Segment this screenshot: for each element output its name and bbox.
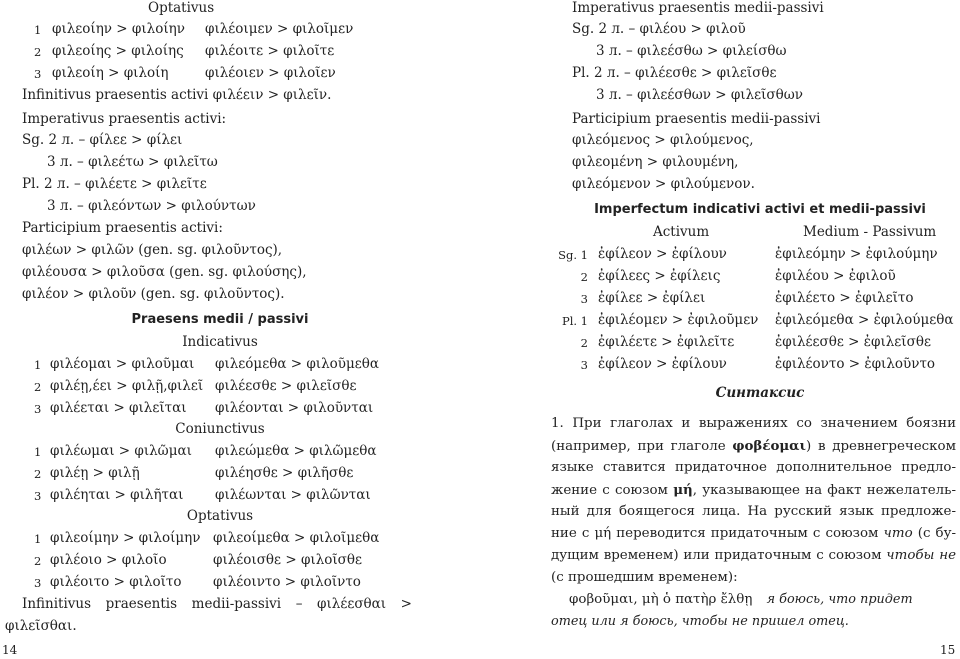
form-line: φιλεόμενον > φιλούμενον. xyxy=(572,176,755,192)
form-active: ἐφίλεον > ἐφίλουν xyxy=(598,356,727,372)
form-line: φιλέουσα > φιλοῦσα (gen. sg. φιλούσης), xyxy=(22,264,307,280)
para-line xyxy=(551,523,956,545)
person-number: 1 xyxy=(34,23,42,37)
form-medium: ἐφιλεόμεθα > ἐφιλούμεθα xyxy=(775,312,954,328)
row-label: Sg. 1 xyxy=(558,248,588,262)
form-line: φιλεόμενος > φιλούμενος, xyxy=(572,132,754,148)
form-singular: φιλέῃ > φιλῇ xyxy=(50,465,140,481)
form-singular: φιλέωμαι > φιλῶμαι xyxy=(50,443,192,459)
row-label: 3 xyxy=(580,358,588,372)
optativus-active-title: Optativus xyxy=(148,0,215,16)
form-plural: φιλεοίμεθα > φιλοῖμεθα xyxy=(213,530,380,546)
form-plural: φιλέοιντο > φιλοῖντο xyxy=(213,574,361,590)
row-label: Pl. 1 xyxy=(561,314,588,328)
person-number: 3 xyxy=(34,576,42,590)
form-plural: φιλέονται > φιλοῦνται xyxy=(215,400,374,416)
text: жение с союзом xyxy=(551,483,674,498)
mood-title: Indicativus xyxy=(182,334,258,350)
form-singular: φιλεοίμην > φιλοίμην xyxy=(50,530,201,546)
form-singular: φιλέοιο > φιλοῖο xyxy=(50,552,167,568)
column-header-active: Activum xyxy=(653,224,710,240)
form-active: ἐφίλεε > ἐφίλει xyxy=(598,290,706,306)
form-line: Sg. 2 л. – φίλεε > φίλει xyxy=(22,132,183,148)
form-singular: φιλέῃ,έει > φιλῇ,φιλεῖ xyxy=(50,378,204,394)
form-plural: φιλέοισθε > φιλοῖσθε xyxy=(213,552,363,568)
section-title: Participium praesentis activi: xyxy=(22,220,223,236)
form-singular: φιλεοίης > φιλοίης xyxy=(52,43,184,59)
form-plural: φιλέοιτε > φιλοῖτε xyxy=(205,43,335,59)
form-plural: φιλέωνται > φιλῶνται xyxy=(215,487,371,503)
infinitivus-mp-line1: Infinitivus praesentis medii-passivi – φιλέεσθαι > xyxy=(22,596,412,612)
page-number-left: 14 xyxy=(2,643,18,657)
form-plural: φιλέοιμεν > φιλοῖμεν xyxy=(205,21,354,37)
form-plural: φιλέοιεν > φιλοῖεν xyxy=(205,65,336,81)
text: ) в древнегреческом xyxy=(805,439,956,454)
form-line: 3 л. – φιλεόντων > φιλούντων xyxy=(47,198,256,214)
person-number: 3 xyxy=(34,489,42,503)
example-line xyxy=(551,589,956,611)
form-active: ἐφίλεον > ἐφίλουν xyxy=(598,246,727,262)
mood-title: Coniunctivus xyxy=(175,421,265,437)
form-medium: ἐφιλέεσθε > ἐφιλεῖσθε xyxy=(775,334,931,350)
person-number: 2 xyxy=(34,554,42,568)
form-line: Pl. 2 л. – φιλέετε > φιλεῖτε xyxy=(22,176,207,192)
form-line: φιλέων > φιλῶν (gen. sg. φιλοῦντος), xyxy=(22,242,283,258)
form-singular: φιλέομαι > φιλοῦμαι xyxy=(50,356,195,372)
form-line: Sg. 2 л. – φιλέου > φιλοῦ xyxy=(572,21,746,37)
person-number: 3 xyxy=(34,402,42,416)
form-medium: ἐφιλεόμην > ἐφιλούμην xyxy=(775,246,938,262)
row-label: 3 xyxy=(580,292,588,306)
person-number: 3 xyxy=(34,67,42,81)
person-number: 1 xyxy=(34,532,42,546)
text: , указывающее на факт нежелатель- xyxy=(692,483,956,498)
row-label: 2 xyxy=(580,270,588,284)
person-number: 2 xyxy=(34,467,42,481)
form-plural: φιλεόμεθα > φιλοῦμεθα xyxy=(215,356,379,372)
section-title: Imperativus praesentis medii-passivi xyxy=(572,0,824,16)
form-singular: φιλεοίην > φιλοίην xyxy=(52,21,185,37)
form-singular: φιλέοιτο > φιλοῖτο xyxy=(50,574,182,590)
person-number: 1 xyxy=(34,445,42,459)
form-medium: ἐφιλέοντο > ἐφιλοῦντο xyxy=(775,356,936,372)
para-line xyxy=(551,545,956,567)
person-number: 2 xyxy=(34,45,42,59)
text: ние с μή переводится придаточным с союзом xyxy=(551,526,884,541)
form-medium: ἐφιλέετο > ἐφιλεῖτο xyxy=(775,290,914,306)
form-line: φιλεομένη > φιλουμένη, xyxy=(572,154,739,170)
form-line: 3 л. – φιλεέτω > φιλεῖτω xyxy=(47,154,218,170)
form-singular: φιλέεται > φιλεῖται xyxy=(50,400,187,416)
form-singular: φιλεοίη > φιλοίη xyxy=(52,65,169,81)
form-active: ἐφιλέομεν > ἐφιλοῦμεν xyxy=(598,312,759,328)
form-line: 3 л. – φιλεέσθων > φιλεῖσθων xyxy=(596,87,803,103)
text: (с бу- xyxy=(912,526,956,541)
form-line: 3 л. – φιλεέσθω > φιλείσθω xyxy=(596,43,787,59)
column-header-medium: Medium - Passivum xyxy=(803,224,937,240)
text: (например, при глаголе xyxy=(551,439,733,454)
praesens-mp-heading: Praesens medii / passivi xyxy=(131,312,309,327)
greek-verb: φοβέομαι xyxy=(732,438,806,454)
form-plural: φιλέεσθε > φιλεῖσθε xyxy=(215,378,357,394)
greek-example: φοβοῦμαι, μὴ ὁ πατὴρ ἔλθῃ xyxy=(569,592,753,607)
italic-term: чтобы не xyxy=(886,548,956,563)
para-line: 1. При глаголах и выражениях со значением боязни xyxy=(551,416,956,431)
form-singular: φιλέηται > φιλῆται xyxy=(50,487,184,503)
form-active: ἐφίλεες > ἐφίλεις xyxy=(598,268,721,284)
para-line: языке ставится придаточное дополнительное предло- xyxy=(551,460,956,475)
para-line: ный для боящегося лица. На русский язык предложе- xyxy=(551,504,956,519)
form-plural: φιλεώμεθα > φιλῶμεθα xyxy=(215,443,377,459)
greek-conjunction: μή xyxy=(673,482,693,498)
form-line: Pl. 2 л. – φιλέεσθε > φιλεῖσθε xyxy=(572,65,777,81)
italic-term: что xyxy=(883,526,913,541)
section-title: Imperativus praesentis activi: xyxy=(22,111,227,127)
para-line: (с прошедшим временем): xyxy=(551,570,738,585)
form-active: ἐφιλέετε > ἐφιλεῖτε xyxy=(598,334,735,350)
infinitivus-mp-line2: φιλεῖσθαι. xyxy=(5,618,77,634)
form-medium: ἐφιλέου > ἐφιλοῦ xyxy=(775,268,896,284)
para-line xyxy=(551,435,956,458)
text: дущим временем) или придаточным с союзом xyxy=(551,548,887,563)
imperfectum-heading: Imperfectum indicativi activi et medii-passivi xyxy=(594,202,926,217)
mood-title: Optativus xyxy=(186,508,254,524)
infinitivus-active: Infinitivus praesentis activi φιλέειν > φιλεῖν. xyxy=(22,87,332,103)
section-title: Participium praesentis medii-passivi xyxy=(572,111,821,127)
form-plural: φιλέησθε > φιλῆσθε xyxy=(215,465,354,481)
row-label: 2 xyxy=(580,336,588,350)
example-translation: я боюсь, что придет xyxy=(766,592,913,607)
para-line xyxy=(551,479,956,502)
page-number-right: 15 xyxy=(940,643,956,657)
example-translation-cont: отец или я боюсь, чтобы не пришел отец. xyxy=(551,614,849,629)
person-number: 1 xyxy=(34,358,42,372)
person-number: 2 xyxy=(34,380,42,394)
syntax-heading: Синтаксис xyxy=(715,385,805,401)
form-line: φιλέον > φιλοῦν (gen. sg. φιλοῦντος). xyxy=(22,286,285,302)
